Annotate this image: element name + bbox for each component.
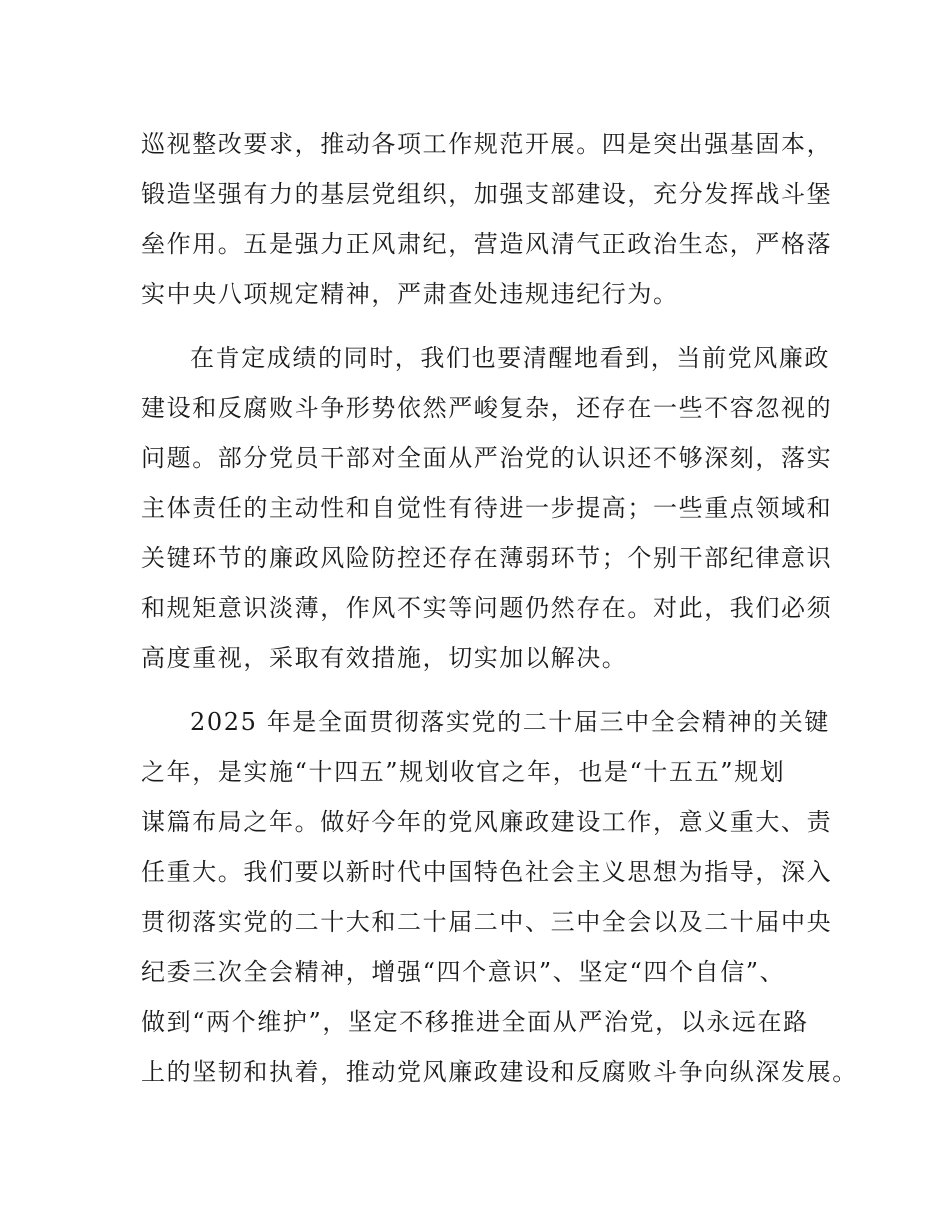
paragraph-1-line-3: 垒作用。五是强力正风肃纪，营造风清气正政治生态，严格落 <box>141 230 833 258</box>
paragraph-3-line-2: 之年，是实施“十四五”规划收官之年，也是“十五五”规划 <box>141 758 786 786</box>
paragraph-2-line-6: 和规矩意识淡薄，作风不实等问题仍然存在。对此，我们必须 <box>141 594 833 622</box>
paragraph-2-line-4: 主体责任的主动性和自觉性有待进一步提高；一些重点领域和 <box>141 494 833 522</box>
paragraph-2-line-5: 关键环节的廉政风险防控还存在薄弱环节；个别干部纪律意识 <box>141 544 833 572</box>
paragraph-2-line-7: 高度重视，采取有效措施，切实加以解决。 <box>141 644 628 672</box>
paragraph-1-line-2: 锻造坚强有力的基层党组织，加强支部建设，充分发挥战斗堡 <box>141 180 833 208</box>
paragraph-3-line-1: 2025 年是全面贯彻落实党的二十届三中全会精神的关键 <box>190 708 830 736</box>
paragraph-2-line-1: 在肯定成绩的同时，我们也要清醒地看到，当前党风廉政 <box>190 344 830 372</box>
paragraph-3-line-6: 纪委三次全会精神，增强“四个意识”、坚定“四个自信”、 <box>141 958 786 986</box>
paragraph-3-line-8: 上的坚韧和执着，推动党风廉政建设和反腐败斗争向纵深发展。 <box>141 1058 858 1086</box>
paragraph-3-line-3: 谋篇布局之年。做好今年的党风廉政建设工作，意义重大、责 <box>141 808 833 836</box>
paragraph-2-line-3: 问题。部分党员干部对全面从严治党的认识还不够深刻，落实 <box>141 444 833 472</box>
paragraph-3-line-7: 做到“两个维护”，坚定不移推进全面从严治党，以永远在路 <box>141 1008 809 1036</box>
paragraph-3-line-5: 贯彻落实党的二十大和二十届二中、三中全会以及二十届中央 <box>141 908 833 936</box>
paragraph-2-line-2: 建设和反腐败斗争形势依然严峻复杂，还存在一些不容忽视的 <box>141 394 833 422</box>
paragraph-1-line-1: 巡视整改要求，推动各项工作规范开展。四是突出强基固本， <box>141 130 833 158</box>
paragraph-3-line-4: 任重大。我们要以新时代中国特色社会主义思想为指导，深入 <box>141 858 833 886</box>
paragraph-1-line-4: 实中央八项规定精神，严肃查处违规违纪行为。 <box>141 280 679 308</box>
